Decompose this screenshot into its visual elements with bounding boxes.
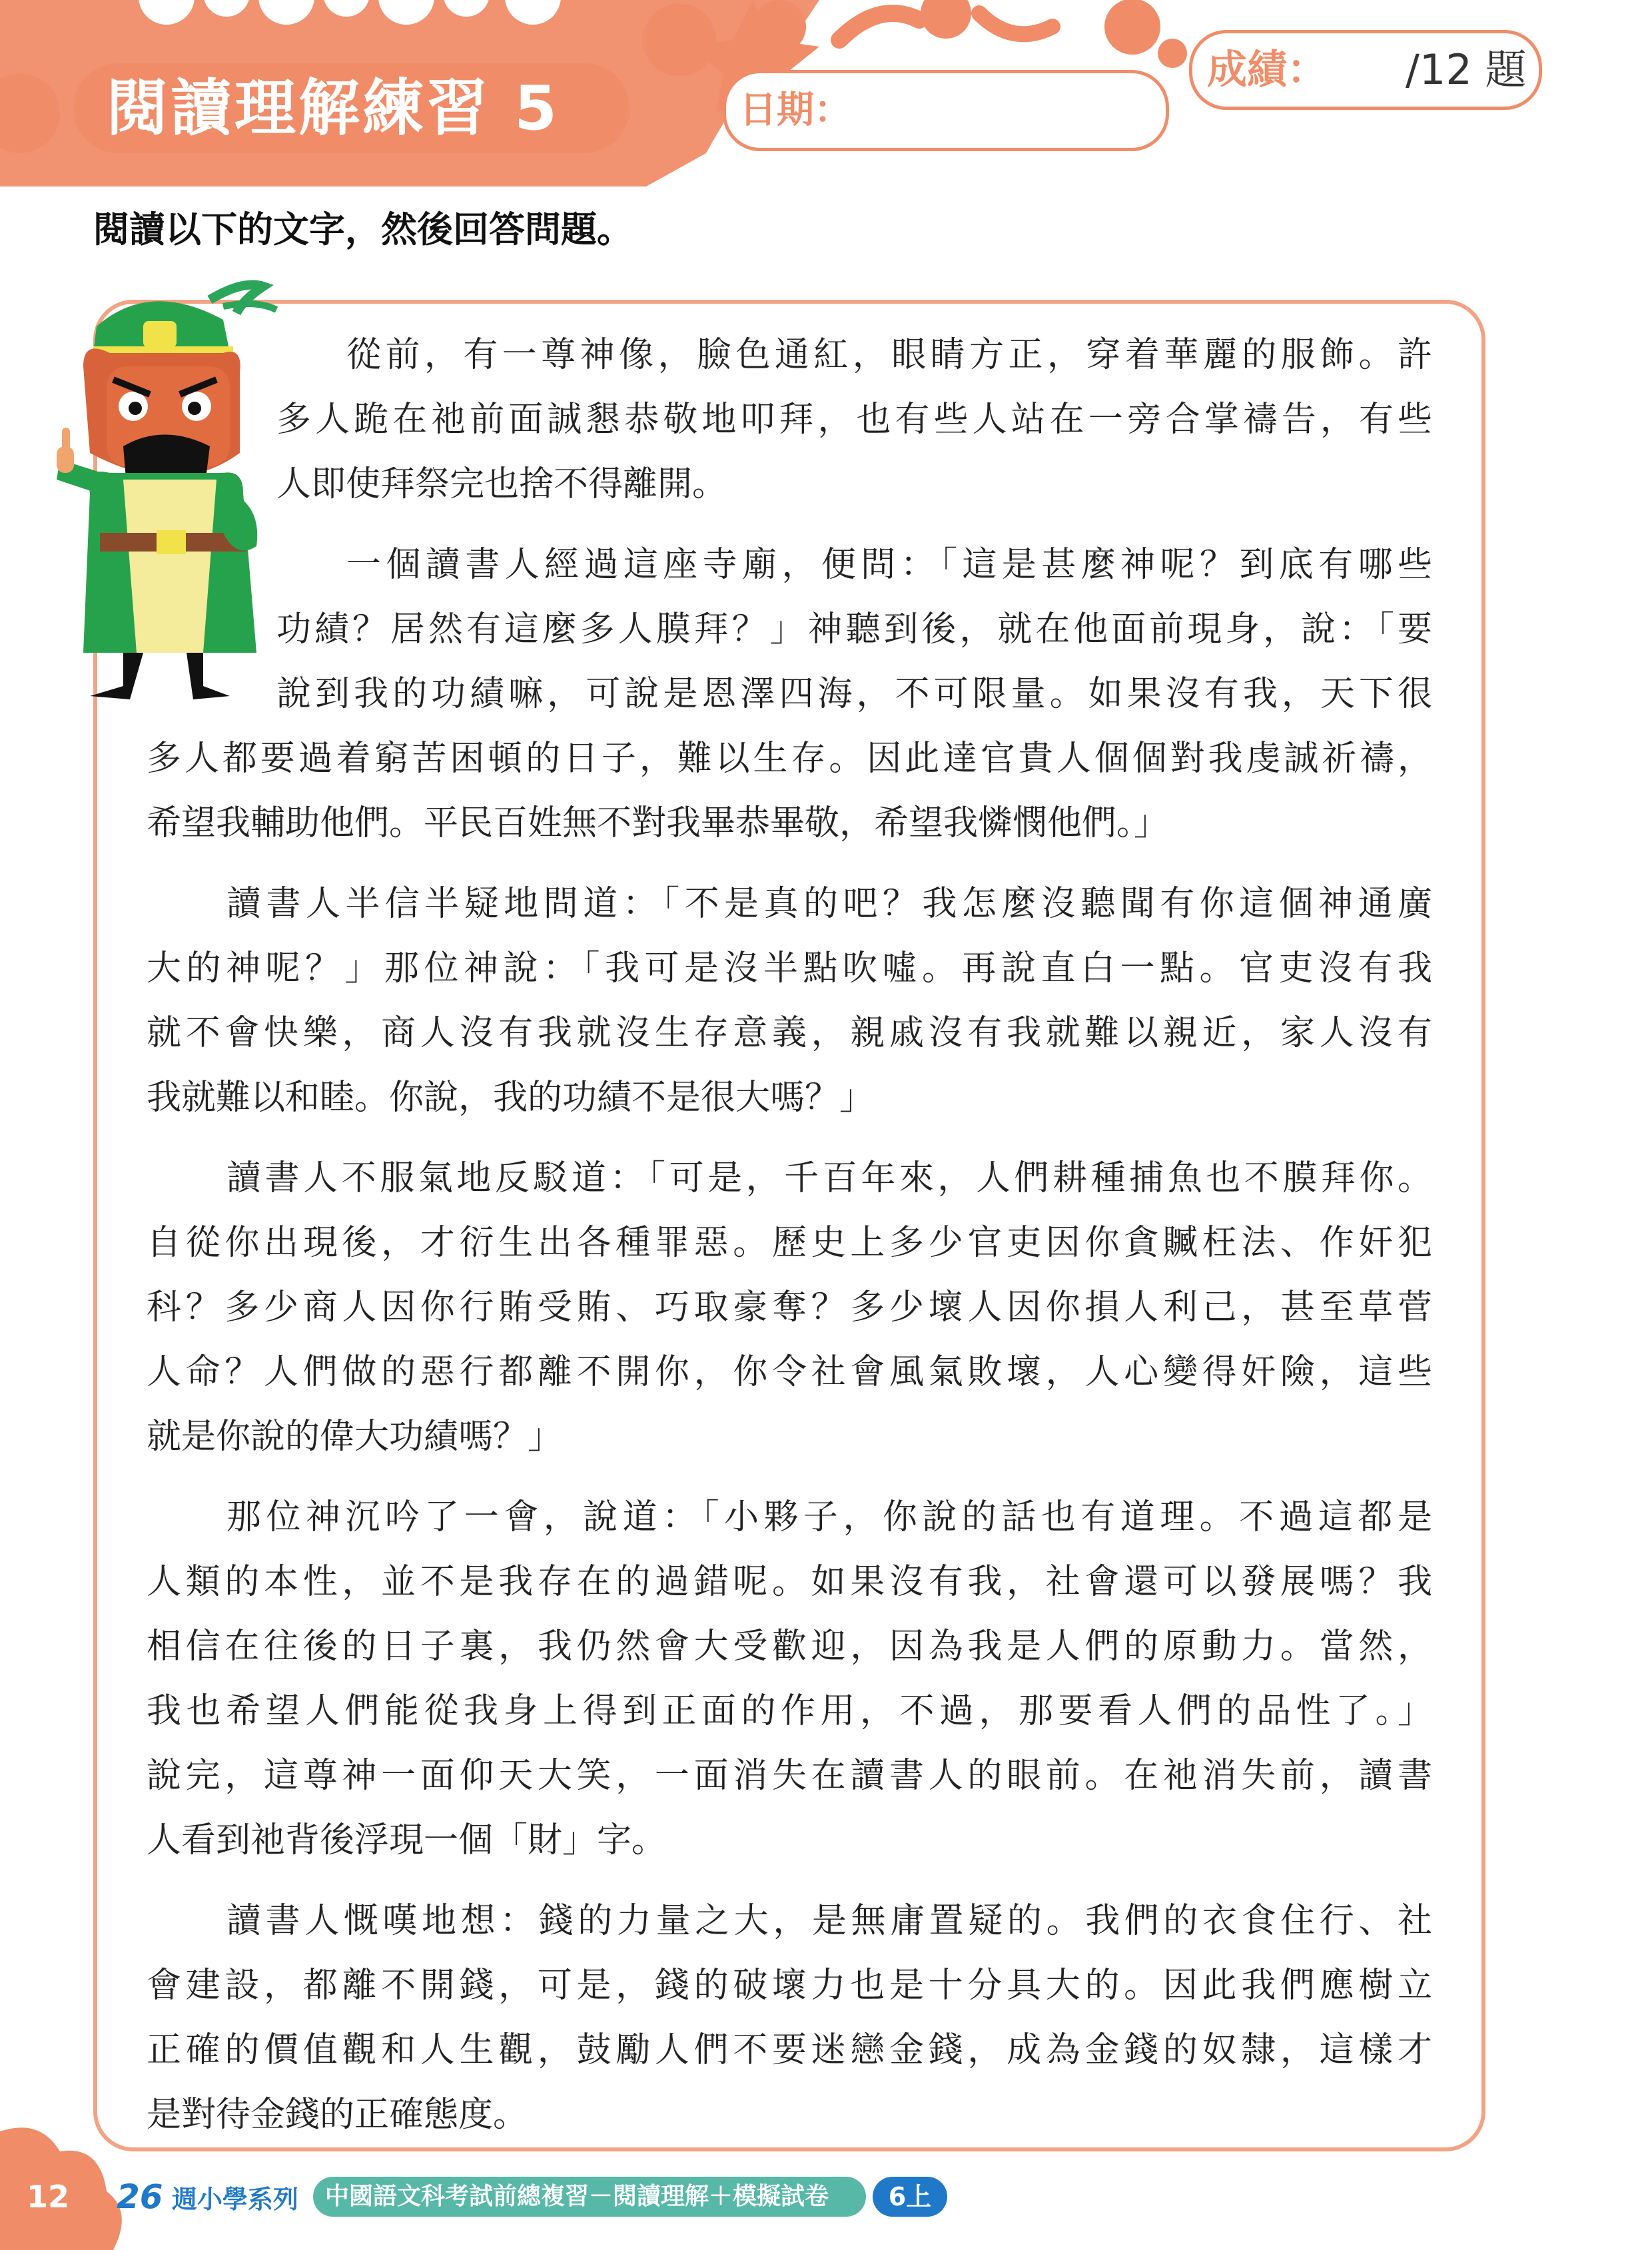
page-number: 12 — [27, 2179, 70, 2215]
passage-line: 人即使拜祭完也捨不得離開。 — [276, 464, 727, 504]
passage-line: 相信在往後的日子裏，我仍然會大受歡迎，因為我是人們的原動力。當然， — [147, 1627, 1432, 1667]
grade-label: 6上 — [888, 2182, 932, 2211]
cartoon-guan-yu-icon — [43, 280, 296, 713]
passage-line: 人類的本性，並不是我存在的過錯呢。如果沒有我，社會還可以發展嗎？我 — [147, 1562, 1432, 1602]
passage-line: 科？多少商人因你行賄受賄、巧取豪奪？多少壞人因你損人利己，甚至草菅 — [147, 1288, 1432, 1327]
logo-number: 26 — [117, 2177, 163, 2216]
passage-line: 從前，有一尊神像，臉色通紅，眼睛方正，穿着華麗的服飾。許 — [346, 335, 1432, 375]
score-label: 成績： — [1207, 47, 1327, 93]
passage-line: 我也希望人們能從我身上得到正面的作用，不過，那要看人們的品性了。」 — [147, 1691, 1432, 1731]
passage-line: 說完，這尊神一面仰天大笑，一面消失在讀書人的眼前。在祂消失前，讀書 — [147, 1756, 1432, 1796]
date-label: 日期： — [739, 89, 851, 132]
passage-line: 人看到祂背後浮現一個「財」字。 — [147, 1820, 667, 1860]
passage-line: 希望我輔助他們。平民百姓無不對我畢恭畢敬，希望我憐憫他們。」 — [147, 803, 1169, 843]
passage-line: 一個讀書人經過這座寺廟，便問：「這是甚麼神呢？到底有哪些 — [346, 545, 1432, 585]
series-title: 中國語文科考試前總複習－閱讀理解＋模擬試卷 — [325, 2183, 829, 2210]
instruction-text: 閱讀以下的文字，然後回答問題。 — [93, 208, 633, 250]
passage-line: 讀書人慨嘆地想：錢的力量之大，是無庸置疑的。我們的衣食住行、社 — [226, 1901, 1432, 1941]
passage-line: 自從你出現後，才衍生出各種罪惡。歷史上多少官吏因你貪贓枉法、作奸犯 — [147, 1223, 1432, 1263]
page-title: 閱讀理解練習 5 — [107, 73, 560, 144]
passage-line: 就不會快樂，商人沒有我就沒生存意義，親戚沒有我就難以親近，家人沒有 — [147, 1013, 1432, 1053]
passage-line: 是對待金錢的正確態度。 — [147, 2095, 528, 2135]
publisher-logo — [117, 2175, 298, 2219]
score-total: /12 題 — [1406, 45, 1527, 94]
passage-line: 那位神沉吟了一會，說道：「小夥子，你說的話也有道理。不過這都是 — [226, 1497, 1432, 1537]
passage-line: 讀書人半信半疑地問道：「不是真的吧？我怎麼沒聽聞有你這個神通廣 — [226, 884, 1432, 924]
passage-line: 多人跪在祂前面誠懇恭敬地叩拜，也有些人站在一旁合掌禱告，有些 — [276, 400, 1432, 440]
passage-line: 大的神呢？」那位神說：「我可是沒半點吹噓。再說直白一點。官吏沒有我 — [147, 948, 1432, 988]
passage-line: 就是你說的偉大功績嗎？」 — [147, 1417, 563, 1457]
logo-text: 週小學系列 — [171, 2185, 298, 2214]
passage-line: 人命？人們做的惡行都離不開你，你令社會風氣敗壞，人心變得奸險，這些 — [147, 1352, 1432, 1392]
passage-line: 多人都要過着窮苦困頓的日子，難以生存。因此達官貴人個個對我虔誠祈禱， — [147, 739, 1432, 779]
passage-line: 會建設，都離不開錢，可是，錢的破壞力也是十分具大的。因此我們應樹立 — [147, 1966, 1432, 2006]
passage-line: 我就難以和睦。你說，我的功績不是很大嗎？」 — [147, 1078, 875, 1118]
passage-line: 功績？居然有這麼多人膜拜？」神聽到後，就在他面前現身，說：「要 — [276, 609, 1432, 649]
passage-line: 讀書人不服氣地反駁道：「可是，千百年來，人們耕種捕魚也不膜拜你。 — [226, 1158, 1432, 1198]
passage-line: 正確的價值觀和人生觀，鼓勵人們不要迷戀金錢，成為金錢的奴隸，這樣才 — [147, 2030, 1432, 2070]
passage-line: 說到我的功績嘛，可說是恩澤四海，不可限量。如果沒有我，天下很 — [276, 674, 1432, 714]
